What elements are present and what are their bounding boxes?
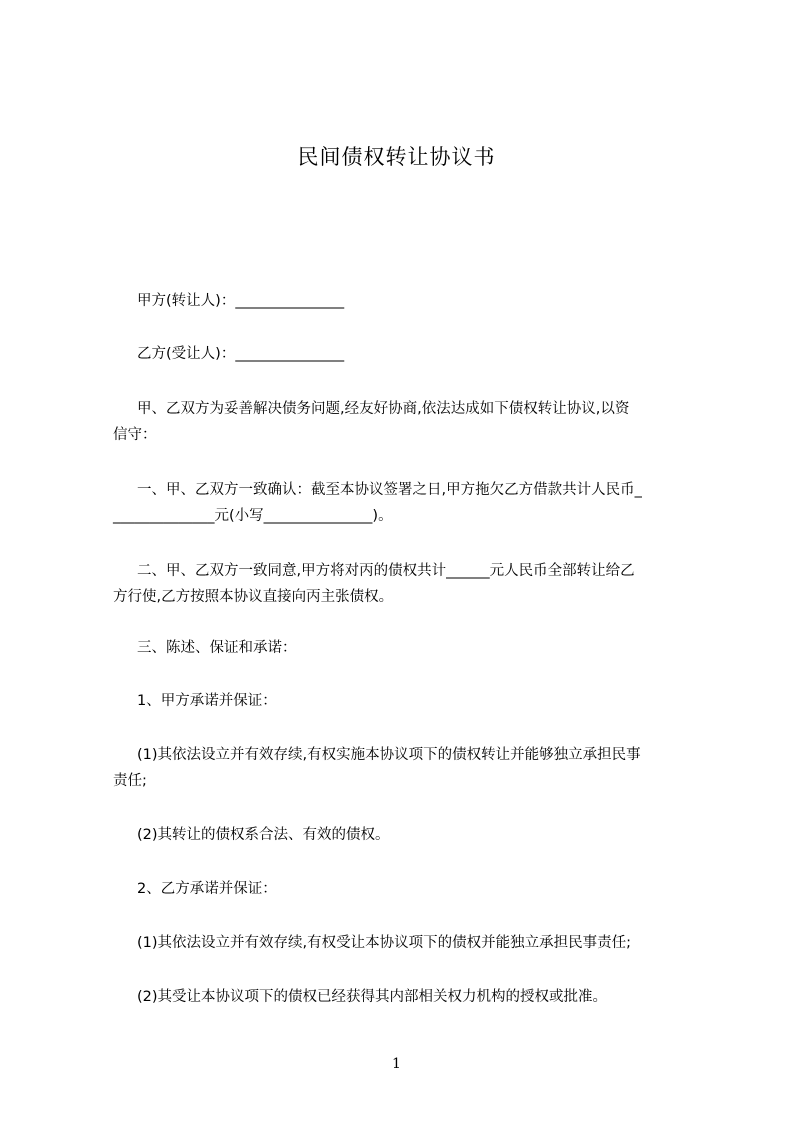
paragraph-line: 二、甲、乙双方一致同意,甲方将对丙的债权共计______元人民币全部转让给乙 [137, 563, 635, 579]
party-a-line [113, 288, 703, 314]
paragraph-line: 信守： [113, 427, 157, 443]
paragraph-line: (1)其依法设立并有效存续,有权受让本协议项下的债权并能独立承担民事责任; [137, 935, 632, 951]
clause-3-heading [113, 635, 703, 661]
party-b-line [113, 341, 703, 367]
paragraph-line: 三、陈述、保证和承诺： [137, 640, 297, 656]
party-a-warranty-heading [113, 688, 703, 714]
page-number: 1 [392, 1056, 401, 1072]
party-a-warranty-1 [113, 742, 703, 794]
paragraph-line: 方行使,乙方按照本协议直接向丙主张债权。 [113, 589, 394, 605]
paragraph-line: 甲、乙双方为妥善解决债务问题,经友好协商,依法达成如下债权转让协议,以资 [137, 401, 630, 417]
party-b-warranty-1 [113, 930, 703, 956]
paragraph-line: 2、乙方承诺并保证： [137, 881, 277, 897]
preamble-paragraph [113, 396, 703, 448]
party-a-warranty-2 [113, 822, 703, 848]
document-title: 民间债权转让协议书 [297, 145, 496, 169]
clause-2-paragraph [113, 558, 703, 610]
paragraph-line: 一、甲、乙双方一致确认：截至本协议签署之日,甲方拖欠乙方借款共计人民币_ [137, 482, 642, 498]
paragraph-line: (2)其受让本协议项下的债权已经获得其内部相关权力机构的授权或批准。 [137, 989, 608, 1005]
paragraph-line: 乙方(受让人)：_______________ [137, 346, 345, 362]
paragraph-line: 甲方(转让人)：_______________ [137, 293, 345, 309]
clause-1-paragraph [113, 477, 703, 529]
paragraph-line: 责任; [113, 773, 147, 789]
paragraph-line: (1)其依法设立并有效存续,有权实施本协议项下的债权转让并能够独立承担民事 [137, 747, 641, 763]
paragraph-line: 1、甲方承诺并保证： [137, 693, 277, 709]
party-b-warranty-2 [113, 984, 703, 1010]
paragraph-line: (2)其转让的债权系合法、有效的债权。 [137, 827, 390, 843]
paragraph-line: ______________元(小写_______________)。 [113, 508, 393, 524]
party-b-warranty-heading [113, 876, 703, 902]
